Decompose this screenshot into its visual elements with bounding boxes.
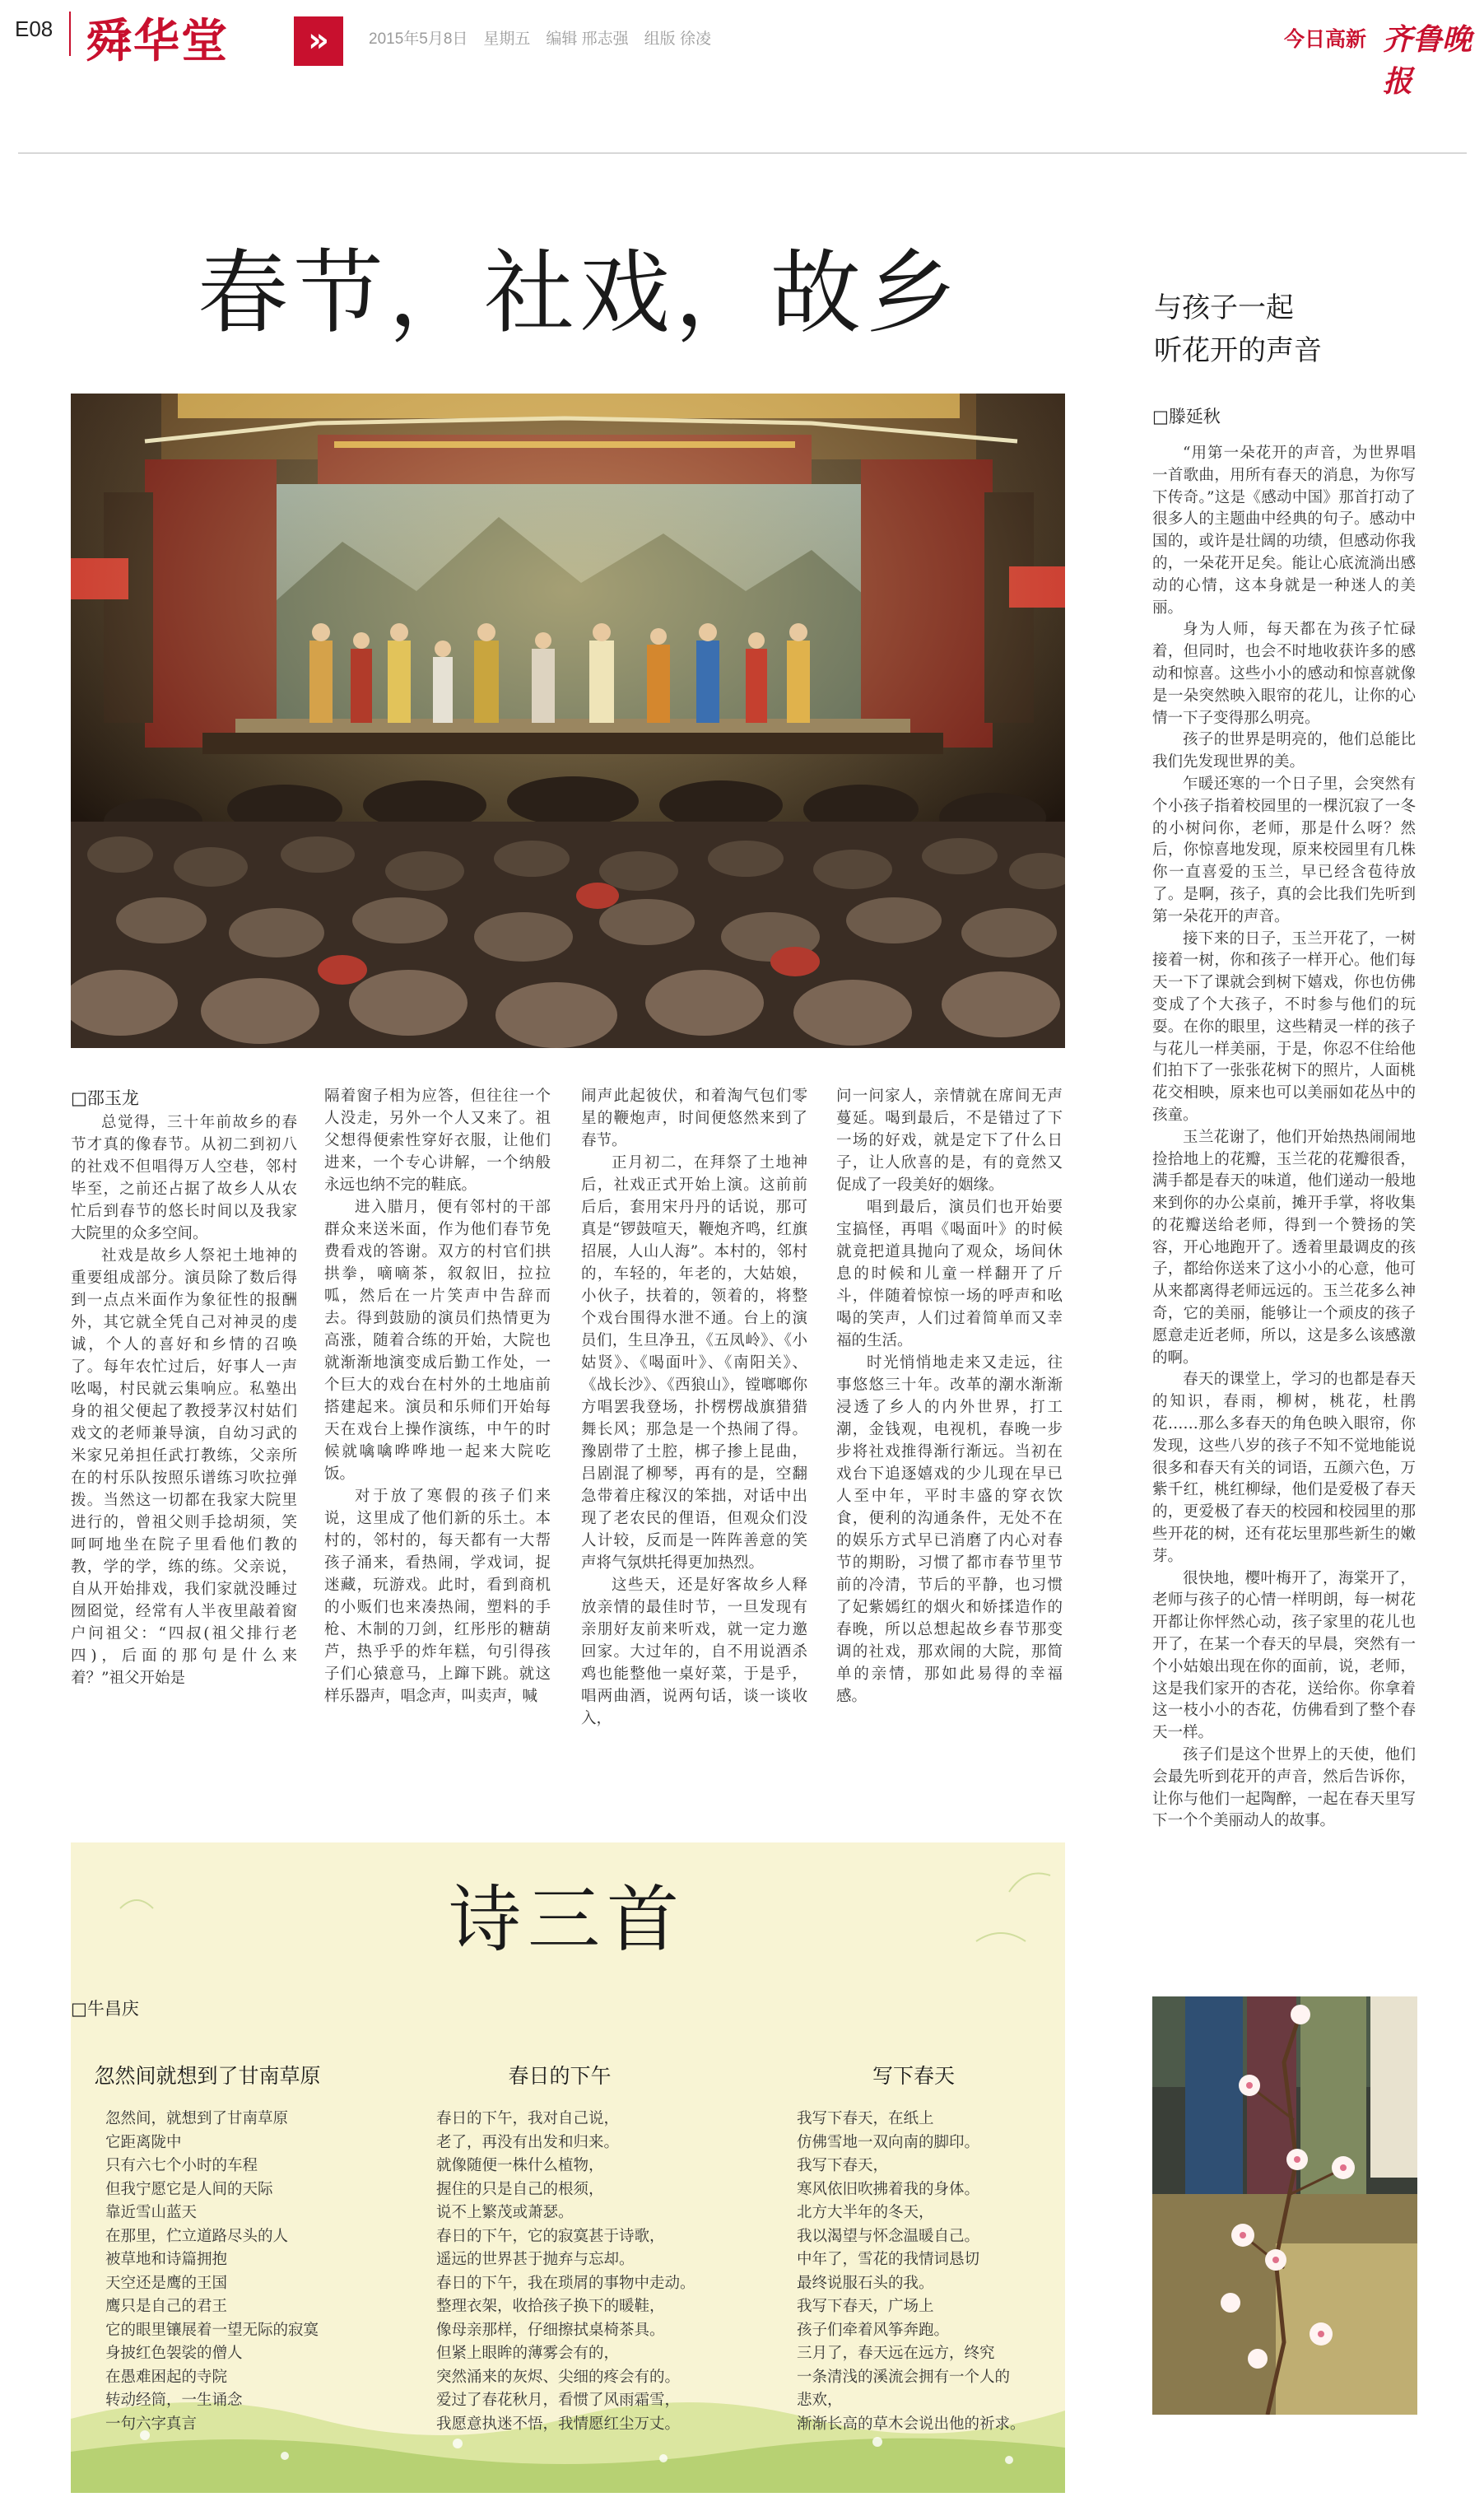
paragraph: 很快地，樱叶梅开了，海棠开了，老师与孩子的心情一样明朗，每一树花开都让你怦然心动，孩子家里的花儿也开了，在某一个春天的早晨，突然有一个小姑娘出现在你的面前，说，老师，这是我们家开的杏花，送给你。你拿着这一枝小小的杏花，仿佛看到了整个春天一样。 — [1152, 1569, 1416, 1742]
poem-line: 最终说服石头的我。 — [797, 2274, 934, 2292]
paragraph: 接下来的日子，玉兰开花了，一树接着一树，你和孩子一样开心。他们每天一下了课就会到树下嬉戏，你也仿佛变成了个大孩子，不时参与他们的玩耍。在你的眼里，这些精灵一样的孩子与花儿一样美丽，于是，你忍不住给他们拍下了一张张花树下的照片，人面桃花交相映，原来也可以美丽如花丛中的孩童。 — [1152, 929, 1416, 1124]
poem-3-title: 写下春天 — [872, 2064, 955, 2088]
poem-line: 悲欢， — [797, 2392, 843, 2409]
poem-line: 握住的只是自己的根须， — [436, 2180, 604, 2198]
poem-line: 它距离陇中 — [105, 2133, 182, 2151]
poem-2-title: 春日的下午 — [508, 2064, 612, 2088]
main-byline: □邵玉龙 — [71, 1088, 139, 1108]
poem-line: 突然涌来的灰烬、尖细的疼会有的。 — [436, 2368, 681, 2386]
poem-line: 就像随便一株什么植物， — [436, 2157, 604, 2174]
side-title-line: 与孩子一起 — [1154, 291, 1294, 324]
poem-line: 仿佛雪地一双向南的脚印。 — [797, 2133, 980, 2151]
poem-line: 一句六字真言 — [105, 2415, 198, 2433]
poem-line: 在那里，伫立道路尽头的人 — [105, 2227, 289, 2245]
paragraph: 这些天，还是好客故乡人释放亲情的最佳时节，一旦发现有亲朋好友前来听戏，就一定力邀回家。大过年的，自不用说酒杀鸡也能整他一桌好菜，于是乎，唱两曲酒，说两句话，谈一谈收入， — [581, 1577, 807, 1727]
poem-line: 孩子们牵着风筝奔跑。 — [797, 2321, 950, 2339]
opera-stage-illustration — [71, 394, 1065, 1048]
header-rule — [18, 152, 1467, 154]
poem-line: 忽然间，就想到了甘南草原 — [105, 2110, 289, 2127]
poem-line: 鹰只是自己的君王 — [105, 2298, 228, 2315]
poem-line: 北方大半年的冬天， — [797, 2204, 934, 2221]
poem-line: 但紧上眼眸的薄雾会有的， — [436, 2345, 620, 2362]
paragraph: 时光悄悄地走来又走远，往事悠悠三十年。改革的潮水渐渐浸透了乡人的内外世界，打工潮，金钱观，电视机，春晚一步步将社戏推得渐行渐远。当初在戏台下追逐嬉戏的少儿现在早已人至中年，平时丰盛的穿衣饮食，便利的沟通条件，无处不在的娱乐方式早已消磨了内心对春节的期盼，习惯了都市春节里节前的冷清，节后的平静，也习惯了妃紫嫣红的烟火和娇揉造作的春晚，所以总想起故乡春节那变调的社戏，那欢闹的大院，那简单的亲情，那如此易得的幸福感。 — [836, 1354, 1063, 1705]
paragraph: “用第一朵花开的声音，为世界唱一首歌曲，用所有春天的消息，为你写下传奇。”这是《感动中国》那首打动了很多人的主题曲中经典的句子。感动中国的，或许是壮阔的功绩，但感动你我的，一朵花开足矣。能让心底流淌出感动的心情，这本身就是一种迷人的美丽。 — [1152, 445, 1416, 617]
poem-line: 遥远的世界甚于抛弃与忘却。 — [436, 2251, 635, 2268]
issue-info: 2015年5月8日 星期五 编辑 邢志强 组版 徐凌 — [369, 30, 711, 48]
poem-line: 被草地和诗篇拥抱 — [105, 2251, 228, 2268]
paragraph: 乍暖还寒的一个日子里，会突然有个小孩子指着校园里的一棵沉寂了一冬的小树问你，老师，那是什么呀？然后，你惊喜地发现，原来校园里有几株你一直喜爱的玉兰，早已经含苞待放了。是啊，孩子，真的会比我们先听到第一朵花开的声音。 — [1152, 775, 1416, 925]
poem-line: 但我宁愿它是人间的天际 — [105, 2180, 273, 2198]
main-title: 春节，社戏，故乡 — [198, 240, 961, 346]
article-column-4 — [836, 1085, 1063, 1707]
poem-line: 它的眼里镶展着一望无际的寂寞 — [105, 2321, 319, 2339]
poem-byline: □牛昌庆 — [71, 1999, 139, 2019]
brand-logo: 齐鲁晚报 — [1383, 22, 1472, 99]
paragraph: 问一问家人，亲情就在席间无声蔓延。喝到最后，不是错过了下一场的好戏，就是定下了什么日子，让人欣喜的是，有的竟然又促成了一段美好的姻缘。 — [836, 1088, 1063, 1194]
paragraph: 身为人师，每天都在为孩子忙碌着，但同时，也会不时地收获许多的感动和惊喜。这些小小的感动和惊喜就像是一朵突然映入眼帘的花儿，让你的心情一下子变得那么明亮。 — [1152, 621, 1416, 727]
paragraph: 总觉得，三十年前故乡的春节才真的像春节。从初二到初八的社戏不但唱得万人空巷，邻村毕至，之前还占据了故乡人从农忙后到春节的悠长时间以及我家大院里的众多空间。 — [71, 1114, 297, 1242]
section-title: 舜华堂 — [86, 15, 229, 68]
poem-line: 渐渐长高的草木会说出他的祈求。 — [797, 2415, 1026, 2433]
poem-1-body — [105, 2108, 402, 2436]
poem-line: 天空还是鹰的王国 — [105, 2274, 228, 2292]
paragraph: 社戏是故乡人祭祀土地神的重要组成部分。演员除了数后得到一点点米面作为象征性的报酬外，其它就全凭自己对神灵的虔诚，个人的喜好和乡情的召唤了。每年农忙过后，好事人一声吆喝，村民就云集响应。私塾出身的祖父便起了教授茅汉村姑们戏文的老师兼导演，自幼习武的米家兄弟担任武打教练，父亲所在的村乐队按照乐谱练习吹拉弹拨。当然这一切都在我家大院里进行的，曾祖父则手捻胡须，笑呵呵地坐在院子里看他们教的教，学的学，练的练。父亲说，自从开始排戏，我们家就没睡过囫囵觉，经常有人半夜里敲着窗户问祖父：“四叔(祖父排行老四)，后面的那句是什么来着？”祖父开始是 — [71, 1247, 297, 1687]
paragraph: 孩子们是这个世界上的天使，他们会最先听到花开的声音，然后告诉你，让你与他们一起陶醉，一起在春天里写下一个个美丽动人的故事。 — [1152, 1746, 1416, 1830]
poem-line: 老了，再没有出发和归来。 — [436, 2133, 620, 2151]
article-column-3 — [581, 1085, 807, 1730]
poem-line: 我写下春天， — [797, 2157, 889, 2174]
paragraph: 对于放了寒假的孩子们来说，这里成了他们新的乐土。本村的，邻村的，每天都有一大帮孩子涌来，看热闹，学戏词，捉迷藏，玩游戏。此时，看到商机的小贩们也来凑热闹，塑料的手枪、木制的刀剑，红彤彤的糖葫芦，热乎乎的炸年糕，句引得孩子们心猿意马，上蹿下跳。就这样乐器声，唱念声，叫卖声，喊 — [324, 1488, 551, 1705]
poem-line: 爱过了春花秋月，看惯了风雨霜雪， — [436, 2392, 681, 2409]
poem-line: 一条清浅的溪流会拥有一个人的 — [797, 2368, 1011, 2386]
paragraph: 正月初二，在拜祭了土地神后，社戏正式开始上演。这前前后后，套用宋丹丹的话说，那可真是“锣鼓喧天，鞭炮齐鸣，红旗招展，人山人海”。本村的，邻村的，车轻的，年老的，大姑娘，小伙子，扶着的，领着的，将整个戏台围得水泄不通。台上的演员们，生旦净丑，《五凤岭》、《小姑贤》、《喝面叶》、《南阳关》、《战长沙》、《西狼山》，镗啷啷你方唱罢我登场，扑楞楞战旗猎猎舞长风；那急是一个热闹了得。豫剧带了土腔，梆子掺上昆曲，吕剧混了柳琴，再有的是，空翻急带着庄稼汉的笨拙，对话中出现了老农民的俚语，但观众们没人计较，反而是一阵阵善意的笑声将气氛烘托得更加热烈。 — [581, 1154, 807, 1572]
paragraph: 春天的课堂上，学习的也都是春天的知识，春雨，柳树，桃花，杜鹃花……那么多春天的角色映入眼帘，你发现，这些八岁的孩子不知不觉地能说很多和春天有关的词语，五颜六色，万紫千红，桃红柳绿，他们是爱极了春天的，更爱极了春天的校园和校园里的那些开花的树，还有花坛里那些新生的嫩芽。 — [1152, 1371, 1416, 1565]
poem-3-body — [797, 2108, 1093, 2436]
side-article-title — [1154, 287, 1322, 372]
paragraph: 隔着窗子相为应答，但往往一个人没走，另外一个人又来了。祖父想得便索性穿好衣服，让他们进来，一个专心讲解，一个纳般永远也纳不完的鞋底。 — [324, 1088, 551, 1194]
paragraph: 闹声此起彼伏，和着淘气包们零星的鞭炮声，时间便悠然来到了春节。 — [581, 1088, 807, 1149]
poem-line: 我写下春天，广场上 — [797, 2298, 934, 2315]
opera-stage-photo — [71, 394, 1065, 1048]
poem-2-body — [436, 2108, 733, 2436]
paragraph: 进入腊月，便有邻村的干部群众来送米面，作为他们春节免费看戏的答谢。双方的村官们拱拱拳，嘀嘀茶，叙叙旧，拉拉呱，然后在一片笑声中告辞而去。得到鼓励的演员们热情更为高涨，随着合练的开始，大院也就渐渐地演变成后勤工作处，一个巨大的戏台在村外的土地庙前搭建起来。演员和乐师们开始每天在戏台上操作演练，中午的时候就噙噙哗哗地一起来大院吃饭。 — [324, 1199, 551, 1483]
poem-line: 寒风依旧吹拂着我的身体。 — [797, 2180, 980, 2198]
poem-line: 我写下春天，在纸上 — [797, 2110, 934, 2127]
paragraph: 唱到最后，演员们也开始要宝搞怪，再唱《喝面叶》的时候就竟把道具抛向了观众，场间休息的时候和儿童一样翻开了斤斗，伴随着惊惊一场的呼声和吆喝的笑声，人们过着简单而又幸福的生活。 — [836, 1199, 1063, 1349]
poem-line: 春日的下午，我对自己说， — [436, 2110, 620, 2127]
poem-line: 靠近雪山蓝天 — [105, 2204, 198, 2221]
poem-line: 三月了，春天远在远方，终究 — [797, 2345, 995, 2362]
poem-line: 春日的下午，它的寂寞甚于诗歌， — [436, 2227, 665, 2245]
poem-line: 春日的下午，我在琐屑的事物中走动。 — [436, 2274, 695, 2292]
poem-line: 转动经筒，一生诵念 — [105, 2392, 243, 2409]
double-chevron-icon: » — [294, 16, 343, 66]
poem-line: 只有六七个小时的车程 — [105, 2157, 258, 2174]
poem-line: 像母亲那样，仔细擦拭桌椅茶具。 — [436, 2321, 665, 2339]
article-column-2 — [324, 1085, 551, 1707]
poem-line: 我以渴望与怀念温暖自己。 — [797, 2227, 980, 2245]
side-article-body — [1152, 443, 1416, 1833]
poem-line: 我愿意执迷不悟，我情愿红尘万丈。 — [436, 2415, 681, 2433]
paragraph: 玉兰花谢了，他们开始热热闹闹地捡拾地上的花瓣，玉兰花的花瓣很香，满手都是春天的味道，他们递动一般地来到你的办公桌前，摊开手掌，将收集的花瓣送给老师，得到一个赞扬的笑容，开心地跑开了。透着里最调皮的孩子，都给你送来了这小小的心意，他可从来都离得老师远远的。玉兰花多么神奇，它的美丽，能够让一个顽皮的孩子愿意走近老师，所以，这是多么该感激的啊。 — [1152, 1128, 1416, 1367]
side-title-line: 听花开的声音 — [1154, 334, 1322, 367]
poem-1-title: 忽然间就想到了甘南草原 — [94, 2064, 321, 2088]
poem-line: 身披红色袈裟的僧人 — [105, 2345, 243, 2362]
page-number: E08 — [15, 16, 53, 41]
poem-line: 说不上繁茂或萧瑟。 — [436, 2204, 574, 2221]
article-column-1 — [71, 1111, 297, 1689]
poem-line: 在愚难困起的寺院 — [105, 2368, 228, 2386]
today-label: 今日高新 — [1284, 27, 1367, 51]
paragraph: 孩子的世界是明亮的，他们总能比我们先发现世界的美。 — [1152, 731, 1416, 771]
poem-line: 中年了，雪花的我情词恳切 — [797, 2251, 980, 2268]
poem-line: 整理衣架，收拾孩子换下的暖鞋， — [436, 2298, 665, 2315]
flower-books-photo — [1152, 1996, 1417, 2415]
side-byline: □滕延秋 — [1152, 407, 1221, 426]
header-separator — [69, 12, 71, 56]
poem-section-title: 诗三首 — [449, 1877, 686, 1962]
apricot-blossom-illustration — [1152, 1996, 1417, 2415]
